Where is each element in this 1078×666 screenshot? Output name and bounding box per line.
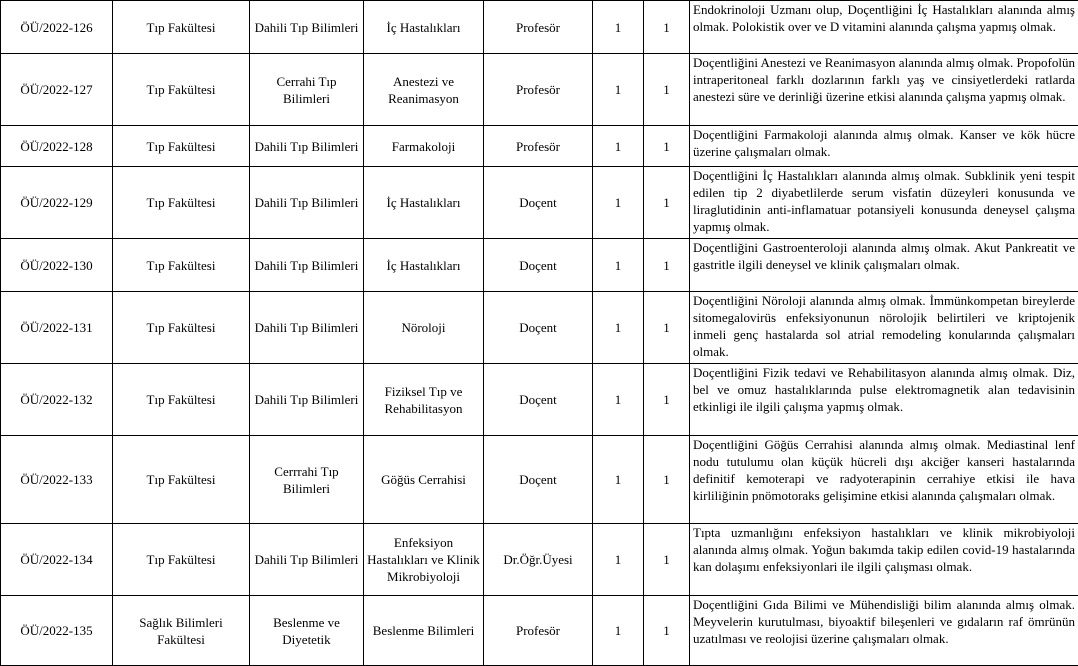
quota-cell: 1 [644,239,690,292]
section-cell: Cerrahi Tıp Bilimleri [250,54,364,126]
requirement-cell: Endokrinoloji Uzmanı olup, Doçentliğini İç Hastalıkları alanında almış olmak. Polokistik over ve D vitamini alanında çalışma yapmış olmak. [690,1,1078,54]
section-cell: Cerrrahi Tıp Bilimleri [250,436,364,524]
requirement-cell: Doçentliğini Fizik tedavi ve Rehabilitasyon alanında almış olmak. Diz, bel ve omuz hastalıklarında pulse elektromagnetik alan tedavisinin etkinligi ile ilgili çalışma yapmış olmak. [690,364,1078,436]
academic-title-cell: Profesör [484,54,593,126]
department-cell: İç Hastalıkları [364,239,484,292]
requirement-cell: Doçentliğini Nöroloji alanında almış olmak. İmmünkompetan bireylerde sitomegalovirüs enfeksiyonunun nörolojik belirtileri ve kriptojenik inmeli genç hastalarda sol atrial remodeling konularında çalışmaları olmak. [690,292,1078,364]
requirement-cell: Doçentliğini İç Hastalıkları alanında almış olmak. Subklinik yeni tespit edilen tip 2 diyabetlilerde serum visfatin düzeyleri konusunda ve liraglutidinin anti-inflamatuar potansiyeli konusunda deneysel çalışma yapmış olmak. [690,167,1078,239]
section-cell: Dahili Tıp Bilimleri [250,167,364,239]
academic-title-cell: Doçent [484,167,593,239]
count-cell: 1 [593,436,644,524]
academic-title-cell: Doçent [484,436,593,524]
section-cell: Dahili Tıp Bilimleri [250,126,364,167]
count-cell: 1 [593,239,644,292]
requirement-cell: Doçentliğini Anestezi ve Reanimasyon alanında almış olmak. Propofolün intraperitoneal farklı dozlarının farklı yaş ve cinsiyetlerdeki ratlarda anestezi süre ve derinliği üzerine etkisi alanında çalışma yapmış olmak. [690,54,1078,126]
quota-cell: 1 [644,167,690,239]
quota-cell: 1 [644,1,690,54]
department-cell: Göğüs Cerrahisi [364,436,484,524]
department-cell: Fiziksel Tıp ve Rehabilitasyon [364,364,484,436]
faculty-cell: Sağlık Bilimleri Fakültesi [113,596,250,666]
count-cell: 1 [593,167,644,239]
section-cell: Dahili Tıp Bilimleri [250,239,364,292]
faculty-cell: Tıp Fakültesi [113,54,250,126]
table-row [1,54,1078,126]
department-cell: İç Hastalıkları [364,1,484,54]
section-cell: Dahili Tıp Bilimleri [250,292,364,364]
faculty-cell: Tıp Fakültesi [113,292,250,364]
count-cell: 1 [593,596,644,666]
count-cell: 1 [593,1,644,54]
faculty-cell: Tıp Fakültesi [113,524,250,596]
section-cell: Dahili Tıp Bilimleri [250,364,364,436]
faculty-cell: Tıp Fakültesi [113,1,250,54]
position-code: ÖÜ/2022-129 [1,167,113,239]
academic-title-cell: Doçent [484,292,593,364]
department-cell: Anestezi ve Reanimasyon [364,54,484,126]
table-row [1,167,1078,239]
quota-cell: 1 [644,436,690,524]
faculty-cell: Tıp Fakültesi [113,364,250,436]
academic-title-cell: Profesör [484,596,593,666]
department-cell: Nöroloji [364,292,484,364]
requirement-cell: Doçentliğini Gastroenteroloji alanında almış olmak. Akut Pankreatit ve gastritle ilgili deneysel ve klinik çalışmaları olmak. [690,239,1078,292]
table-row [1,436,1078,524]
count-cell: 1 [593,54,644,126]
academic-title-cell: Profesör [484,1,593,54]
quota-cell: 1 [644,54,690,126]
faculty-cell: Tıp Fakültesi [113,167,250,239]
count-cell: 1 [593,292,644,364]
faculty-cell: Tıp Fakültesi [113,239,250,292]
section-cell: Dahili Tıp Bilimleri [250,524,364,596]
position-code: ÖÜ/2022-126 [1,1,113,54]
requirement-cell: Doçentliğini Farmakoloji alanında almış olmak. Kanser ve kök hücre üzerine çalışmaları olmak. [690,126,1078,167]
requirement-cell: Tıpta uzmanlığını enfeksiyon hastalıkları ve klinik mikrobiyoloji alanında almış olmak. Yoğun bakımda takip edilen covid-19 hastalarında kan dolaşımı enfeksiyonlari ile ilgili çalışması olmak. [690,524,1078,596]
department-cell: Beslenme Bilimleri [364,596,484,666]
quota-cell: 1 [644,126,690,167]
count-cell: 1 [593,524,644,596]
position-code: ÖÜ/2022-128 [1,126,113,167]
position-code: ÖÜ/2022-130 [1,239,113,292]
faculty-cell: Tıp Fakültesi [113,436,250,524]
section-cell: Dahili Tıp Bilimleri [250,1,364,54]
quota-cell: 1 [644,364,690,436]
table-row [1,292,1078,364]
table-row [1,126,1078,167]
table-row [1,1,1078,54]
table-row [1,364,1078,436]
quota-cell: 1 [644,596,690,666]
department-cell: İç Hastalıkları [364,167,484,239]
table-row [1,239,1078,292]
count-cell: 1 [593,126,644,167]
academic-title-cell: Dr.Öğr.Üyesi [484,524,593,596]
requirement-cell: Doçentliğini Göğüs Cerrahisi alanında almış olmak. Mediastinal lenf nodu tutulumu olan küçük hücreli dışı akciğer kanseri hastalarında definitif kemoterapi ve radyoterapinin cerrahiye etkisi ile hava kirliliğinin pnömotoraks gelişimine etkisi alanında çalışmaları olmak. [690,436,1078,524]
quota-cell: 1 [644,292,690,364]
requirement-cell: Doçentliğini Gıda Bilimi ve Mühendisliği bilim alanında almış olmak. Meyvelerin kurutulması, biyoaktif bileşenleri ve gıdaların raf ömrünün uzatılması ve reolojisi üzerine çalışmaları olmak. [690,596,1078,666]
position-code: ÖÜ/2022-132 [1,364,113,436]
position-code: ÖÜ/2022-127 [1,54,113,126]
section-cell: Beslenme ve Diyetetik [250,596,364,666]
academic-title-cell: Doçent [484,239,593,292]
academic-title-cell: Profesör [484,126,593,167]
position-code: ÖÜ/2022-131 [1,292,113,364]
department-cell: Farmakoloji [364,126,484,167]
academic-title-cell: Doçent [484,364,593,436]
table-row [1,524,1078,596]
faculty-cell: Tıp Fakültesi [113,126,250,167]
quota-cell: 1 [644,524,690,596]
department-cell: Enfeksiyon Hastalıkları ve Klinik Mikrobiyoloji [364,524,484,596]
count-cell: 1 [593,364,644,436]
position-code: ÖÜ/2022-134 [1,524,113,596]
table-row [1,596,1078,666]
position-code: ÖÜ/2022-135 [1,596,113,666]
position-code: ÖÜ/2022-133 [1,436,113,524]
